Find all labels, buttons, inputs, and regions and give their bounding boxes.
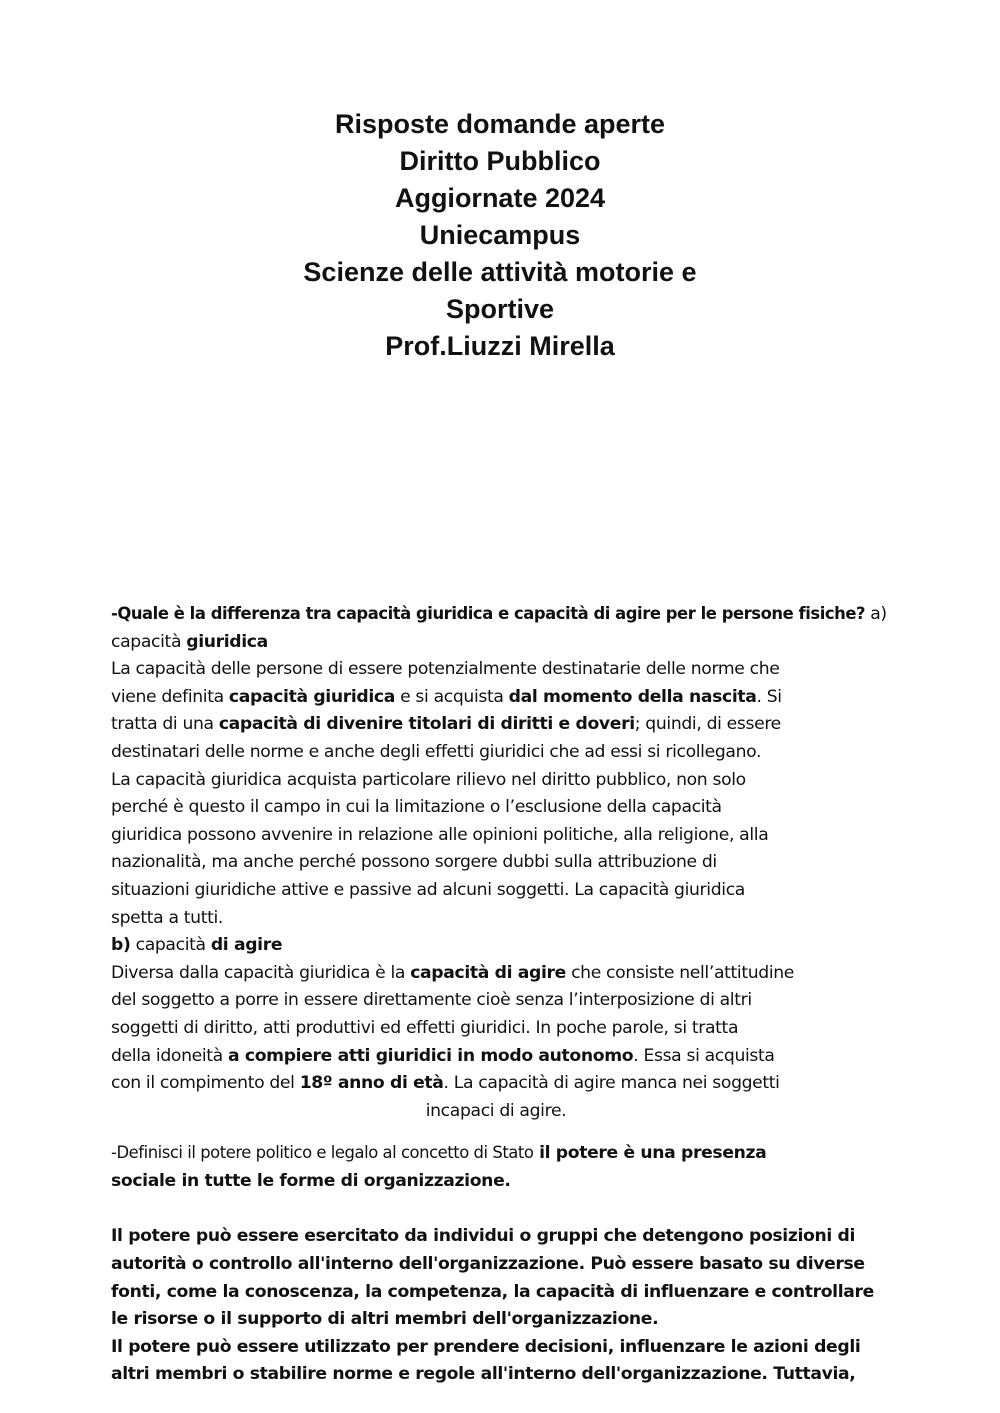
paragraph xyxy=(111,960,881,1126)
bold-span: capacità giuridica xyxy=(228,686,395,707)
item-label: a) xyxy=(870,604,887,624)
text-line: Il potere può essere esercitato da individui o gruppi che detengono posizioni di xyxy=(111,1226,856,1247)
paragraph xyxy=(111,1223,881,1389)
text-span: . La capacità di agire manca nei soggetti xyxy=(443,1073,780,1094)
text-line: autorità o controllo all'interno dell'organizzazione. Può essere basato su diverse xyxy=(111,1254,865,1275)
question-heading xyxy=(111,1139,881,1168)
title-line: Scienze delle attività motorie e xyxy=(303,257,697,287)
question-text: -Quale è la differenza tra capacità giuridica e capacità di agire per le persone fisiche? xyxy=(111,604,866,623)
text-span: e si acquista xyxy=(394,686,509,707)
bold-span: 18º anno di età xyxy=(299,1073,444,1094)
text-line xyxy=(111,711,881,739)
bold-span: dal momento della nascita xyxy=(508,686,757,707)
bold-span: capacità di divenire titolari di diritti e doveri xyxy=(218,714,635,735)
text-line: nazionalità, ma anche perché possono sorgere dubbi sulla attribuzione di xyxy=(111,852,717,873)
text-line: del soggetto a porre in essere direttamente cioè senza l’interposizione di altri xyxy=(111,990,752,1011)
text-line xyxy=(111,684,881,712)
text-line xyxy=(111,960,881,988)
subheading xyxy=(111,629,881,657)
text-line: le risorse o il supporto di altri membri dell'organizzazione. xyxy=(111,1309,659,1330)
text-line: giuridica possono avvenire in relazione alle opinioni politiche, alla religione, alla xyxy=(111,824,769,845)
text-span: della idoneità xyxy=(111,1045,228,1066)
text-line: incapaci di agire. xyxy=(425,1100,567,1121)
text-line: situazioni giuridiche attive e passive ad alcuni soggetti. La capacità giuridica xyxy=(111,879,745,900)
document-body xyxy=(111,600,887,1389)
text-line: La capacità giuridica acquista particolare rilievo nel diritto pubblico, non solo xyxy=(111,769,746,790)
text-line: sociale in tutte le forme di organizzazione. xyxy=(111,1170,511,1191)
text-span: Diversa dalla capacità giuridica è la xyxy=(111,962,411,983)
spacer xyxy=(111,1195,881,1223)
title-line: Aggiornate 2024 xyxy=(394,183,606,213)
text-span: ; quindi, di essere xyxy=(634,714,781,735)
subheading-text: capacità xyxy=(135,935,206,956)
question-text: -Definisci il potere politico e legalo al concetto di Stato xyxy=(111,1143,534,1163)
text-span: . Si xyxy=(756,686,782,707)
text-line: destinatari delle norme e anche degli effetti giuridici che ad essi si ricollegano. xyxy=(111,741,762,762)
text-line: La capacità delle persone di essere potenzialmente destinatarie delle norme che xyxy=(111,659,780,680)
text-line: altri membri o stabilire norme e regole all'interno dell'organizzazione. Tuttavia, xyxy=(111,1364,856,1385)
bold-span: a compiere atti giuridici in modo autonomo xyxy=(227,1045,634,1066)
document-title xyxy=(0,106,1000,365)
text-span: tratta di una xyxy=(111,714,219,735)
bold-span: il potere è una presenza xyxy=(533,1143,767,1164)
text-line xyxy=(111,1070,881,1098)
title-line: Risposte domande aperte xyxy=(334,109,666,139)
title-line: Uniecampus xyxy=(419,220,581,250)
subheading xyxy=(111,932,881,960)
bold-span: capacità di agire xyxy=(410,962,566,983)
item-label: b) xyxy=(111,935,131,956)
text-span: viene definita xyxy=(111,686,229,707)
text-line: Il potere può essere utilizzato per prendere decisioni, influenzare le azioni degli xyxy=(111,1336,861,1357)
question-heading xyxy=(111,600,887,629)
text-span: . Essa si acquista xyxy=(633,1045,775,1066)
title-line: Sportive xyxy=(445,294,555,324)
text-line: spetta a tutti. xyxy=(111,907,224,928)
text-span: con il compimento del xyxy=(111,1073,300,1094)
title-line: Diritto Pubblico xyxy=(399,146,601,176)
text-line: fonti, come la conoscenza, la competenza, la capacità di influenzare e controllare xyxy=(111,1281,874,1302)
text-span: che consiste nell’attitudine xyxy=(565,962,795,983)
text-line xyxy=(111,1043,881,1071)
text-line: perché è questo il campo in cui la limitazione o l’esclusione della capacità xyxy=(111,797,722,818)
subheading-text: capacità xyxy=(111,631,182,652)
subheading-bold: giuridica xyxy=(186,631,268,652)
spacer xyxy=(111,1125,881,1139)
question-2 xyxy=(111,1139,881,1389)
paragraph xyxy=(111,656,881,932)
title-line: Prof.Liuzzi Mirella xyxy=(385,331,615,361)
subheading-bold: di agire xyxy=(210,935,283,956)
text-line: soggetti di diritto, atti produttivi ed effetti giuridici. In poche parole, si tratta xyxy=(111,1017,739,1038)
question-1 xyxy=(111,600,887,1125)
